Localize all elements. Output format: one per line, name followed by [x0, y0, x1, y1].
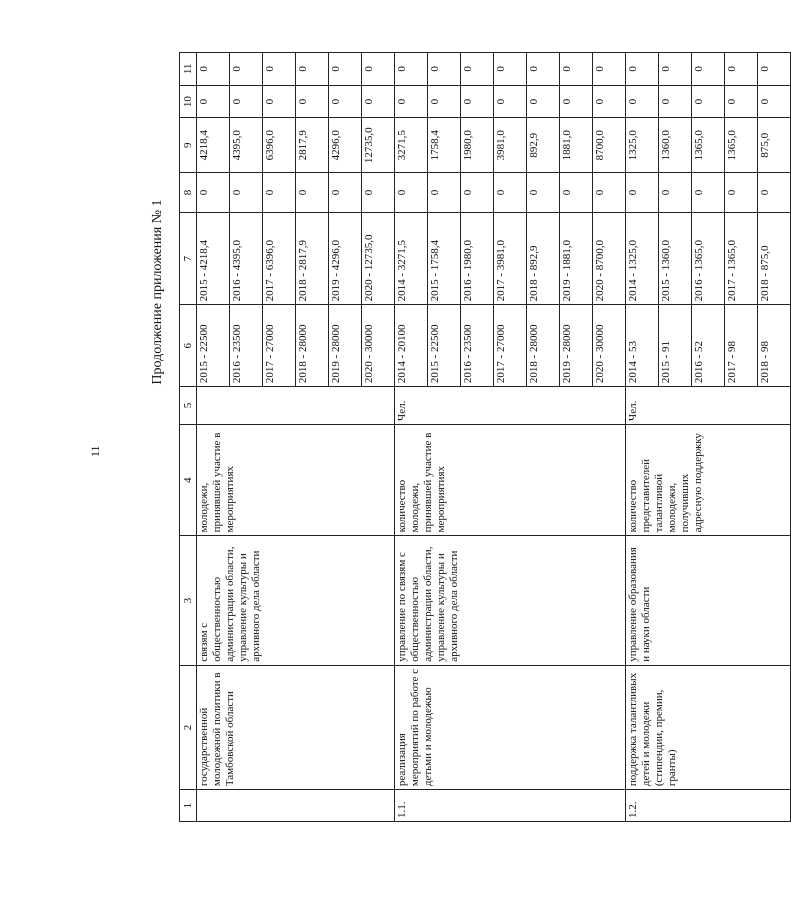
regional-budget-cell: 4218,4	[197, 118, 230, 173]
federal-budget-cell: 0	[758, 173, 791, 213]
federal-budget-cell: 0	[692, 173, 725, 213]
indicator-plan-cell: 2017 - 98	[725, 305, 758, 387]
header-cell: 1	[180, 790, 197, 822]
funding-cell: 2018 - 875,0	[758, 212, 791, 305]
federal-budget-cell: 0	[296, 173, 329, 213]
federal-budget-cell: 0	[362, 173, 395, 213]
indicator-plan-cell: 2016 - 52	[692, 305, 725, 387]
regional-budget-cell: 12735,0	[362, 118, 395, 173]
federal-budget-cell: 0	[395, 173, 428, 213]
header-cell: 3	[180, 536, 197, 665]
funding-cell: 2020 - 12735,0	[362, 212, 395, 305]
other-sources-cell: 0	[659, 53, 692, 86]
page-number: 11	[88, 445, 102, 457]
funding-cell: 2017 - 3981,0	[494, 212, 527, 305]
indicator-plan-cell: 2017 - 27000	[263, 305, 296, 387]
federal-budget-cell: 0	[494, 173, 527, 213]
other-sources-cell: 0	[428, 53, 461, 86]
federal-budget-cell: 0	[329, 173, 362, 213]
local-budget-cell: 0	[560, 85, 593, 118]
federal-budget-cell: 0	[659, 173, 692, 213]
other-sources-cell: 0	[494, 53, 527, 86]
regional-budget-cell: 1325,0	[626, 118, 659, 173]
federal-budget-cell: 0	[230, 173, 263, 213]
other-sources-cell: 0	[329, 53, 362, 86]
unit-cell: Чел.	[626, 387, 791, 425]
other-sources-cell: 0	[461, 53, 494, 86]
other-sources-cell: 0	[593, 53, 626, 86]
header-cell: 5	[180, 387, 197, 425]
local-budget-cell: 0	[527, 85, 560, 118]
local-budget-cell: 0	[626, 85, 659, 118]
indicator-plan-cell: 2020 - 30000	[362, 305, 395, 387]
table-row	[197, 53, 230, 822]
table-body	[197, 53, 791, 822]
federal-budget-cell: 0	[428, 173, 461, 213]
other-sources-cell: 0	[527, 53, 560, 86]
rotated-document	[70, 52, 771, 852]
funding-cell: 2014 - 3271,5	[395, 212, 428, 305]
unit-cell	[197, 387, 395, 425]
local-budget-cell: 0	[263, 85, 296, 118]
federal-budget-cell: 0	[725, 173, 758, 213]
federal-budget-cell: 0	[626, 173, 659, 213]
header-cell: 8	[180, 173, 197, 213]
regional-budget-cell: 1365,0	[725, 118, 758, 173]
measure-name-cell: поддержка талантливых детей и молодежи (стипендии, премии, гранты)	[626, 665, 791, 789]
other-sources-cell: 0	[395, 53, 428, 86]
local-budget-cell: 0	[461, 85, 494, 118]
local-budget-cell: 0	[296, 85, 329, 118]
other-sources-cell: 0	[626, 53, 659, 86]
other-sources-cell: 0	[560, 53, 593, 86]
executor-cell: связям с общественностью администрации области, управление культуры и архивного дела области	[197, 536, 395, 665]
item-number-cell	[197, 790, 395, 822]
header-cell: 2	[180, 665, 197, 789]
local-budget-cell: 0	[428, 85, 461, 118]
local-budget-cell: 0	[725, 85, 758, 118]
funding-cell: 2020 - 8700,0	[593, 212, 626, 305]
federal-budget-cell: 0	[461, 173, 494, 213]
executor-cell: управление образования и науки области	[626, 536, 791, 665]
indicator-plan-cell: 2016 - 23500	[461, 305, 494, 387]
indicator-plan-cell: 2014 - 20100	[395, 305, 428, 387]
regional-budget-cell: 1881,0	[560, 118, 593, 173]
funding-cell: 2019 - 1881,0	[560, 212, 593, 305]
other-sources-cell: 0	[230, 53, 263, 86]
funding-cell: 2019 - 4296,0	[329, 212, 362, 305]
regional-budget-cell: 875,0	[758, 118, 791, 173]
other-sources-cell: 0	[692, 53, 725, 86]
local-budget-cell: 0	[230, 85, 263, 118]
local-budget-cell: 0	[659, 85, 692, 118]
funding-cell: 2016 - 1365,0	[692, 212, 725, 305]
indicator-plan-cell: 2015 - 91	[659, 305, 692, 387]
federal-budget-cell: 0	[560, 173, 593, 213]
other-sources-cell: 0	[263, 53, 296, 86]
regional-budget-cell: 1758,4	[428, 118, 461, 173]
other-sources-cell: 0	[362, 53, 395, 86]
local-budget-cell: 0	[197, 85, 230, 118]
indicator-plan-cell: 2015 - 22500	[428, 305, 461, 387]
local-budget-cell: 0	[593, 85, 626, 118]
regional-budget-cell: 4296,0	[329, 118, 362, 173]
federal-budget-cell: 0	[263, 173, 296, 213]
appendix-table	[179, 52, 791, 822]
indicator-plan-cell: 2020 - 30000	[593, 305, 626, 387]
federal-budget-cell: 0	[197, 173, 230, 213]
header-cell: 11	[180, 53, 197, 86]
funding-cell: 2016 - 1980,0	[461, 212, 494, 305]
table-row	[395, 53, 428, 822]
regional-budget-cell: 4395,0	[230, 118, 263, 173]
measure-name-cell: государственной молодежной политики в Тамбовской области	[197, 665, 395, 789]
table-header-row	[180, 53, 197, 822]
continuation-title: Продолжение приложения № 1	[150, 199, 165, 385]
table-row	[626, 53, 659, 822]
item-number-cell: 1.1.	[395, 790, 626, 822]
local-budget-cell: 0	[494, 85, 527, 118]
funding-cell: 2015 - 4218,4	[197, 212, 230, 305]
measure-name-cell: реализация мероприятий по работе с детьми и молодежью	[395, 665, 626, 789]
regional-budget-cell: 3271,5	[395, 118, 428, 173]
other-sources-cell: 0	[725, 53, 758, 86]
indicator-name-cell: количество представителей талантливой молодежи, получивших адресную поддержку	[626, 424, 791, 535]
header-cell: 10	[180, 85, 197, 118]
local-budget-cell: 0	[362, 85, 395, 118]
funding-cell: 2016 - 4395,0	[230, 212, 263, 305]
unit-cell: Чел.	[395, 387, 626, 425]
header-cell: 4	[180, 424, 197, 535]
header-cell: 6	[180, 305, 197, 387]
indicator-plan-cell: 2018 - 28000	[296, 305, 329, 387]
indicator-plan-cell: 2017 - 27000	[494, 305, 527, 387]
regional-budget-cell: 3981,0	[494, 118, 527, 173]
indicator-plan-cell: 2019 - 28000	[329, 305, 362, 387]
funding-cell: 2018 - 892,9	[527, 212, 560, 305]
indicator-plan-cell: 2018 - 98	[758, 305, 791, 387]
executor-cell: управление по связям с общественностью администрации области, управление культуры и архивного дела области	[395, 536, 626, 665]
other-sources-cell: 0	[758, 53, 791, 86]
regional-budget-cell: 6396,0	[263, 118, 296, 173]
indicator-plan-cell: 2014 - 53	[626, 305, 659, 387]
regional-budget-cell: 1360,0	[659, 118, 692, 173]
local-budget-cell: 0	[692, 85, 725, 118]
regional-budget-cell: 8700,0	[593, 118, 626, 173]
indicator-plan-cell: 2015 - 22500	[197, 305, 230, 387]
regional-budget-cell: 1365,0	[692, 118, 725, 173]
local-budget-cell: 0	[395, 85, 428, 118]
indicator-name-cell: количество молодежи, принявшей участие в мероприятиях	[395, 424, 626, 535]
indicator-plan-cell: 2018 - 28000	[527, 305, 560, 387]
funding-cell: 2015 - 1758,4	[428, 212, 461, 305]
federal-budget-cell: 0	[527, 173, 560, 213]
funding-cell: 2015 - 1360,0	[659, 212, 692, 305]
local-budget-cell: 0	[758, 85, 791, 118]
other-sources-cell: 0	[296, 53, 329, 86]
funding-cell: 2014 - 1325,0	[626, 212, 659, 305]
item-number-cell: 1.2.	[626, 790, 791, 822]
other-sources-cell: 0	[197, 53, 230, 86]
indicator-plan-cell: 2019 - 28000	[560, 305, 593, 387]
indicator-name-cell: молодежи, принявшей участие в мероприятиях	[197, 424, 395, 535]
header-cell: 9	[180, 118, 197, 173]
local-budget-cell: 0	[329, 85, 362, 118]
funding-cell: 2017 - 1365,0	[725, 212, 758, 305]
regional-budget-cell: 1980,0	[461, 118, 494, 173]
indicator-plan-cell: 2016 - 23500	[230, 305, 263, 387]
regional-budget-cell: 2817,9	[296, 118, 329, 173]
header-cell: 7	[180, 212, 197, 305]
funding-cell: 2018 - 2817,9	[296, 212, 329, 305]
regional-budget-cell: 892,9	[527, 118, 560, 173]
federal-budget-cell: 0	[593, 173, 626, 213]
funding-cell: 2017 - 6396,0	[263, 212, 296, 305]
